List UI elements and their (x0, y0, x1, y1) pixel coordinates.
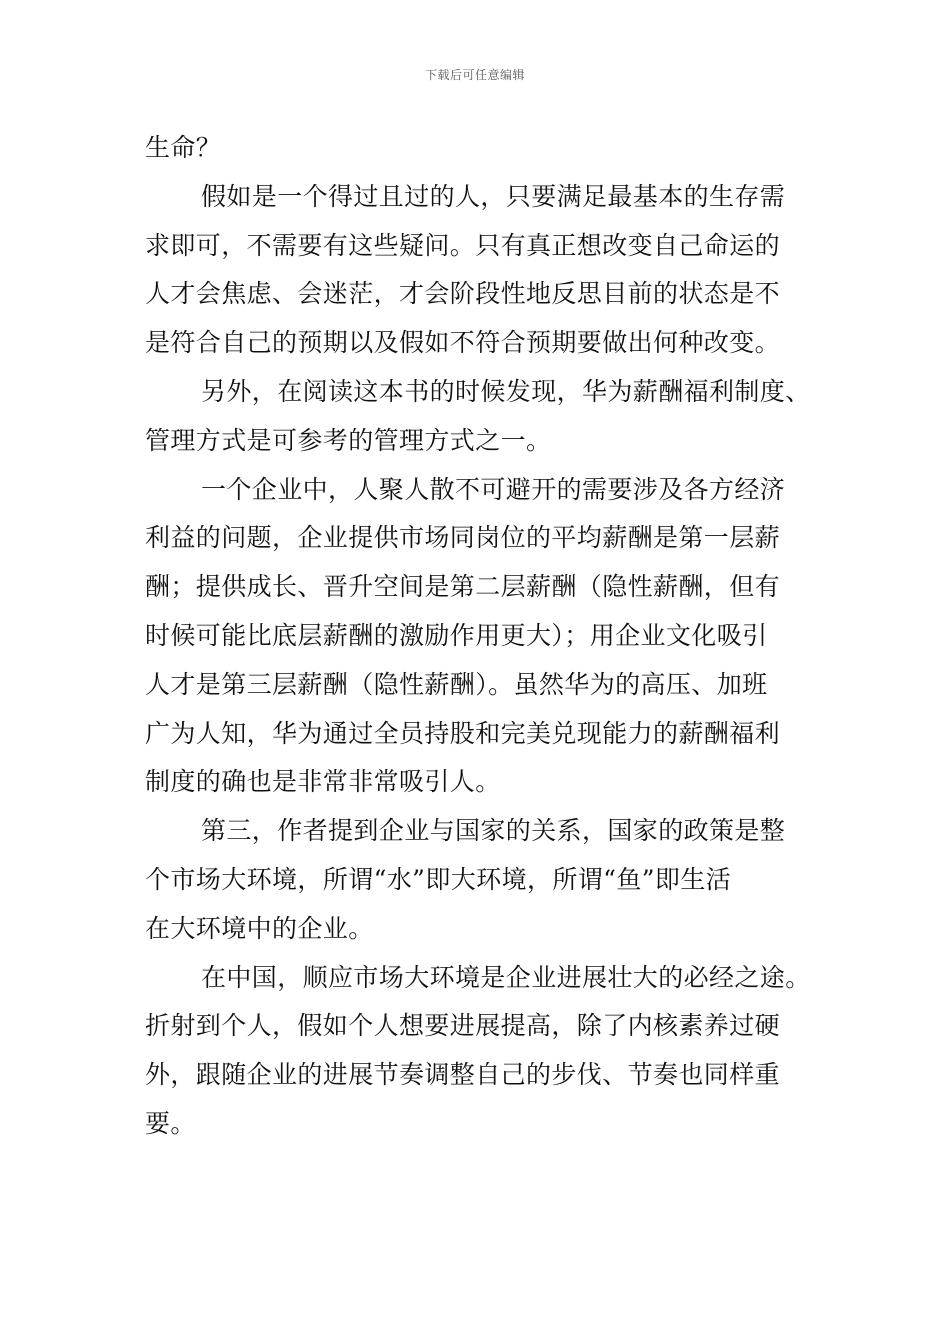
text-line: 生命？ (145, 133, 222, 162)
text-line: 个市场大环境，所谓“水”即大环境，所谓“鱼”即生活 (145, 864, 732, 894)
text-line: 折射到个人，假如个人想要进展提高，除了内核素养过硬 (145, 1011, 781, 1041)
paragraph-start-line: 假如是一个得过且过的人，只要满足最基本的生存需 (201, 181, 786, 211)
page-header: 下载后可任意编辑 (424, 68, 525, 82)
text-line: 要。 (145, 1108, 196, 1138)
text-line: 管理方式是可参考的管理方式之一。 (145, 425, 552, 455)
text-line: 求即可，不需要有这些疑问。只有真正想改变自己命运的 (145, 230, 781, 260)
text-line: 在大环境中的企业。 (145, 913, 374, 943)
text-line: 人才是第三层薪酬（隐性薪酬）。虽然华为的高压、加班 (145, 669, 768, 699)
text-line: 广为人知，华为通过全员持股和完美兑现能力的薪酬福利 (145, 718, 781, 748)
text-line: 人才会焦虑、会迷茫，才会阶段性地反思目前的状态是不 (145, 279, 781, 309)
text-line: 利益的问题，企业提供市场同岗位的平均薪酬是第一层薪 (145, 523, 781, 553)
document-body (145, 124, 835, 1149)
paragraph-start-line: 第三，作者提到企业与国家的关系，国家的政策是整 (201, 816, 786, 846)
paragraph-start-line: 一个企业中，人聚人散不可避开的需要涉及各方经济 (201, 474, 786, 504)
text-line: 外，跟随企业的进展节奏调整自己的步伐、节奏也同样重 (145, 1060, 781, 1090)
text-line: 酬；提供成长、晋升空间是第二层薪酬（隐性薪酬，但有 (145, 572, 781, 602)
paragraph-start-line: 在中国，顺应市场大环境是企业进展壮大的必经之途。 (201, 962, 811, 992)
text-line: 制度的确也是非常非常吸引人。 (145, 767, 501, 797)
text-line: 时候可能比底层薪酬的激励作用更大）；用企业文化吸引 (145, 620, 768, 650)
text-line: 是符合自己的预期以及假如不符合预期要做出何种改变。 (145, 328, 781, 358)
paragraph-start-line: 另外，在阅读这本书的时候发现，华为薪酬福利制度、 (201, 376, 811, 406)
